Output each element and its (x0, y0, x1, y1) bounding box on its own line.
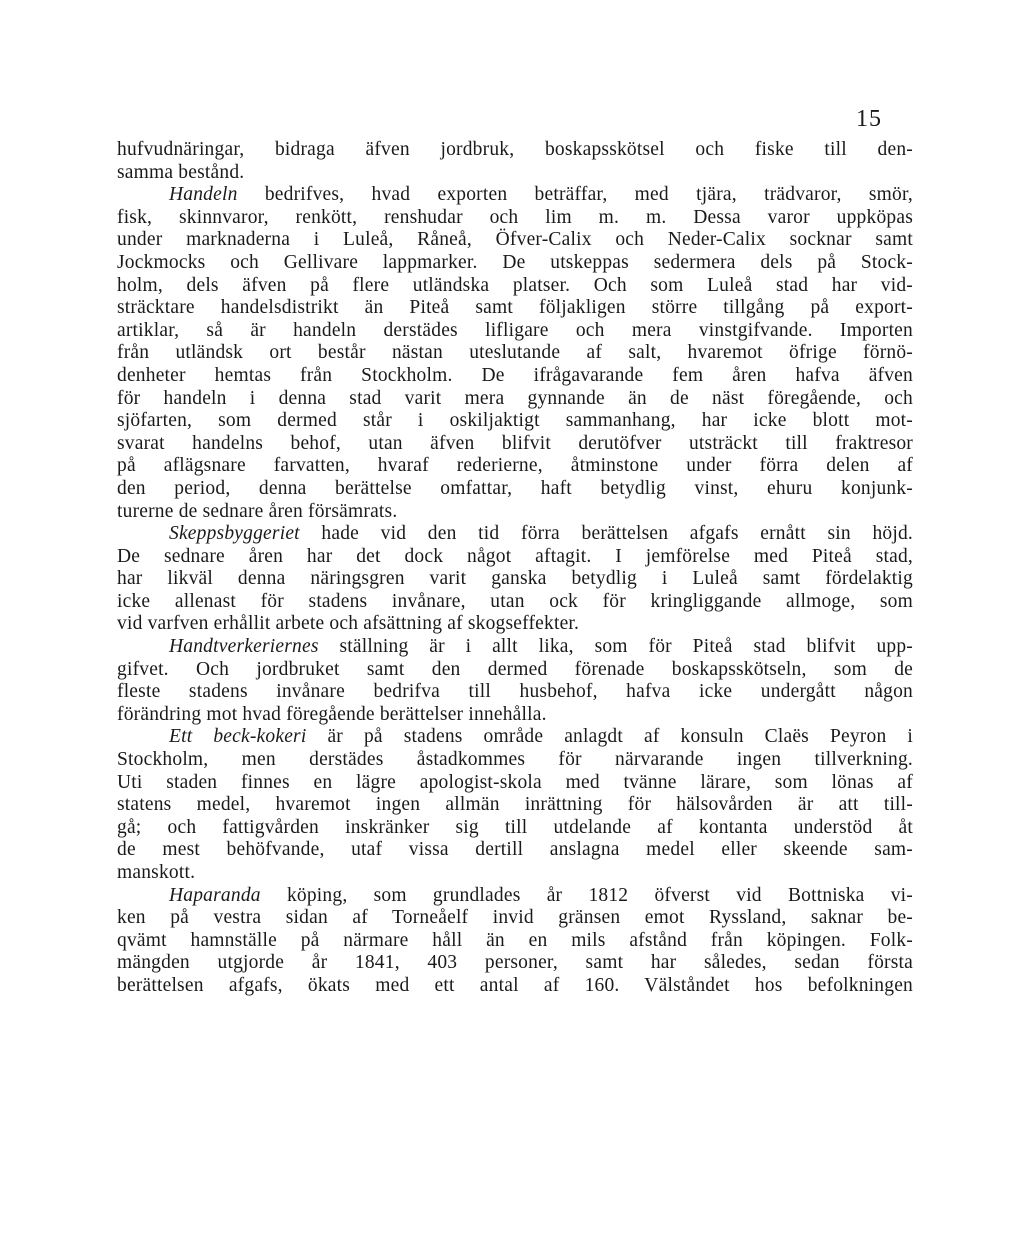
line-text: berättelsen afgafs, ökats med ett antal af 160. Välståndet hos befolkningen (117, 974, 913, 996)
line-text: Uti staden finnes en lägre apologist-skola med tvänne lärare, som lönas af (117, 771, 913, 793)
line-text: bedrifves, hvad exporten beträffar, med tjära, trädvaror, smör, (237, 184, 913, 206)
text-line (117, 433, 913, 456)
text-line (117, 659, 913, 682)
text-line (117, 726, 913, 749)
line-text: fisk, skinnvaror, renkött, renshudar och lim m. m. Dessa varor uppköpas (117, 206, 913, 228)
text-line (117, 568, 913, 591)
line-text: ken på vestra sidan af Torneåelf invid gränsen emot Ryssland, saknar be- (117, 907, 913, 929)
line-text: gifvet. Och jordbruket samt den dermed förenade boskapsskötseln, som de (117, 658, 913, 680)
text-line (117, 704, 913, 727)
text-line (117, 930, 913, 953)
text-line (117, 817, 913, 840)
line-text: de mest behöfvande, utaf vissa dertill anslagna medel eller skeende sam- (117, 839, 913, 861)
text-line (117, 591, 913, 614)
text-line (117, 885, 913, 908)
line-text: sträcktare handelsdistrikt än Piteå samt följakligen större tillgång på export- (117, 297, 913, 319)
text-line (117, 794, 913, 817)
line-text: under marknaderna i Luleå, Råneå, Öfver-Calix och Neder-Calix socknar samt (117, 229, 913, 251)
text-line (117, 907, 913, 930)
text-line (117, 275, 913, 298)
line-text: holm, dels äfven på flere utländska platser. Och som Luleå stad har vid- (117, 274, 913, 296)
line-text: för handeln i denna stad varit mera gynnande än de näst föregående, och (117, 387, 913, 409)
line-text: hade vid den tid förra berättelsen afgafs ernått sin höjd. (299, 523, 913, 545)
line-text: hufvudnäringar, bidraga äfven jordbruk, boskapsskötsel och fiske till den- (117, 139, 913, 160)
line-text: turerne de sednare åren försämrats. (117, 500, 398, 522)
text-line (117, 184, 913, 207)
line-text: icke allenast för stadens invånare, utan ock för kringliggande allmoge, som (117, 590, 913, 612)
text-line (117, 162, 913, 185)
italic-heading: Handtverkeriernes (169, 636, 319, 658)
text-line (117, 478, 913, 501)
line-text: artiklar, så är handeln derstädes lifligare och mera vinstgifvande. Importen (117, 319, 913, 341)
line-text: från utländsk ort består nästan uteslutande af salt, hvaremot öfrige förnö- (117, 342, 913, 364)
line-text: denheter hemtas från Stockholm. De ifrågavarande fem åren hafva äfven (117, 364, 913, 386)
text-line (117, 139, 913, 162)
line-text: samma bestånd. (117, 161, 245, 183)
line-text: statens medel, hvaremot ingen allmän inrättning för hälsovården är att till- (117, 794, 913, 816)
text-line (117, 546, 913, 569)
body-text (117, 139, 913, 998)
line-text: fleste stadens invånare bedrifva till husbehof, hafva icke undergått någon (117, 681, 913, 703)
line-text: köping, som grundlades år 1812 öfverst vid Bottniska vi- (260, 884, 913, 906)
text-line (117, 342, 913, 365)
line-text: mängden utgjorde år 1841, 403 personer, samt har således, sedan första (117, 952, 913, 974)
line-text: sjöfarten, som dermed står i oskiljaktigt sammanhang, har icke blott mot- (117, 410, 913, 432)
text-line (117, 749, 913, 772)
text-line (117, 839, 913, 862)
line-text: den period, denna berättelse omfattar, haft betydlig vinst, ehuru konjunk- (117, 477, 913, 499)
line-text: vid varfven erhållit arbete och afsättning af skogseffekter. (117, 613, 580, 635)
italic-heading: Ett beck-kokeri (169, 726, 307, 748)
text-line (117, 772, 913, 795)
line-text: har likväl denna näringsgren varit ganska betydlig i Luleå samt fördelaktig (117, 568, 913, 590)
line-text: svarat handelns behof, utan äfven blifvit derutöfver utsträckt till fraktresor (117, 432, 913, 454)
page-number: 15 (856, 106, 882, 132)
text-line (117, 207, 913, 230)
text-line (117, 252, 913, 275)
text-line (117, 636, 913, 659)
text-line (117, 455, 913, 478)
text-line (117, 388, 913, 411)
text-line (117, 365, 913, 388)
line-text: förändring mot hvad föregående berättelser innehålla. (117, 703, 547, 725)
text-line (117, 501, 913, 524)
text-line (117, 975, 913, 998)
text-line (117, 410, 913, 433)
line-text: är på stadens område anlagdt af konsuln Claës Peyron i (306, 726, 913, 748)
text-line (117, 229, 913, 252)
line-text: Stockholm, men derstädes åstadkommes för närvarande ingen tillverkning. (117, 749, 913, 771)
line-text: Jockmocks och Gellivare lappmarker. De utskeppas sedermera dels på Stock- (117, 251, 913, 273)
line-text: på aflägsnare farvatten, hvaraf rederierne, åtminstone under förra delen af (117, 455, 913, 477)
text-line (117, 613, 913, 636)
line-text: gå; och fattigvården inskränker sig till utdelande af kontanta understöd åt (117, 816, 913, 838)
text-line (117, 523, 913, 546)
italic-heading: Skeppsbyggeriet (169, 523, 300, 545)
text-line (117, 320, 913, 343)
line-text: manskott. (117, 862, 196, 883)
text-line (117, 952, 913, 975)
text-line (117, 297, 913, 320)
italic-heading: Haparanda (169, 884, 261, 906)
italic-heading: Handeln (169, 184, 238, 206)
line-text: ställning är i allt lika, som för Piteå stad blifvit upp- (318, 636, 913, 658)
text-line (117, 681, 913, 704)
line-text: qvämt hamnställe på närmare håll än en mils afstånd från köpingen. Folk- (117, 929, 913, 951)
text-line (117, 862, 913, 885)
line-text: De sednare åren har det dock något aftagit. I jemförelse med Piteå stad, (117, 545, 913, 567)
